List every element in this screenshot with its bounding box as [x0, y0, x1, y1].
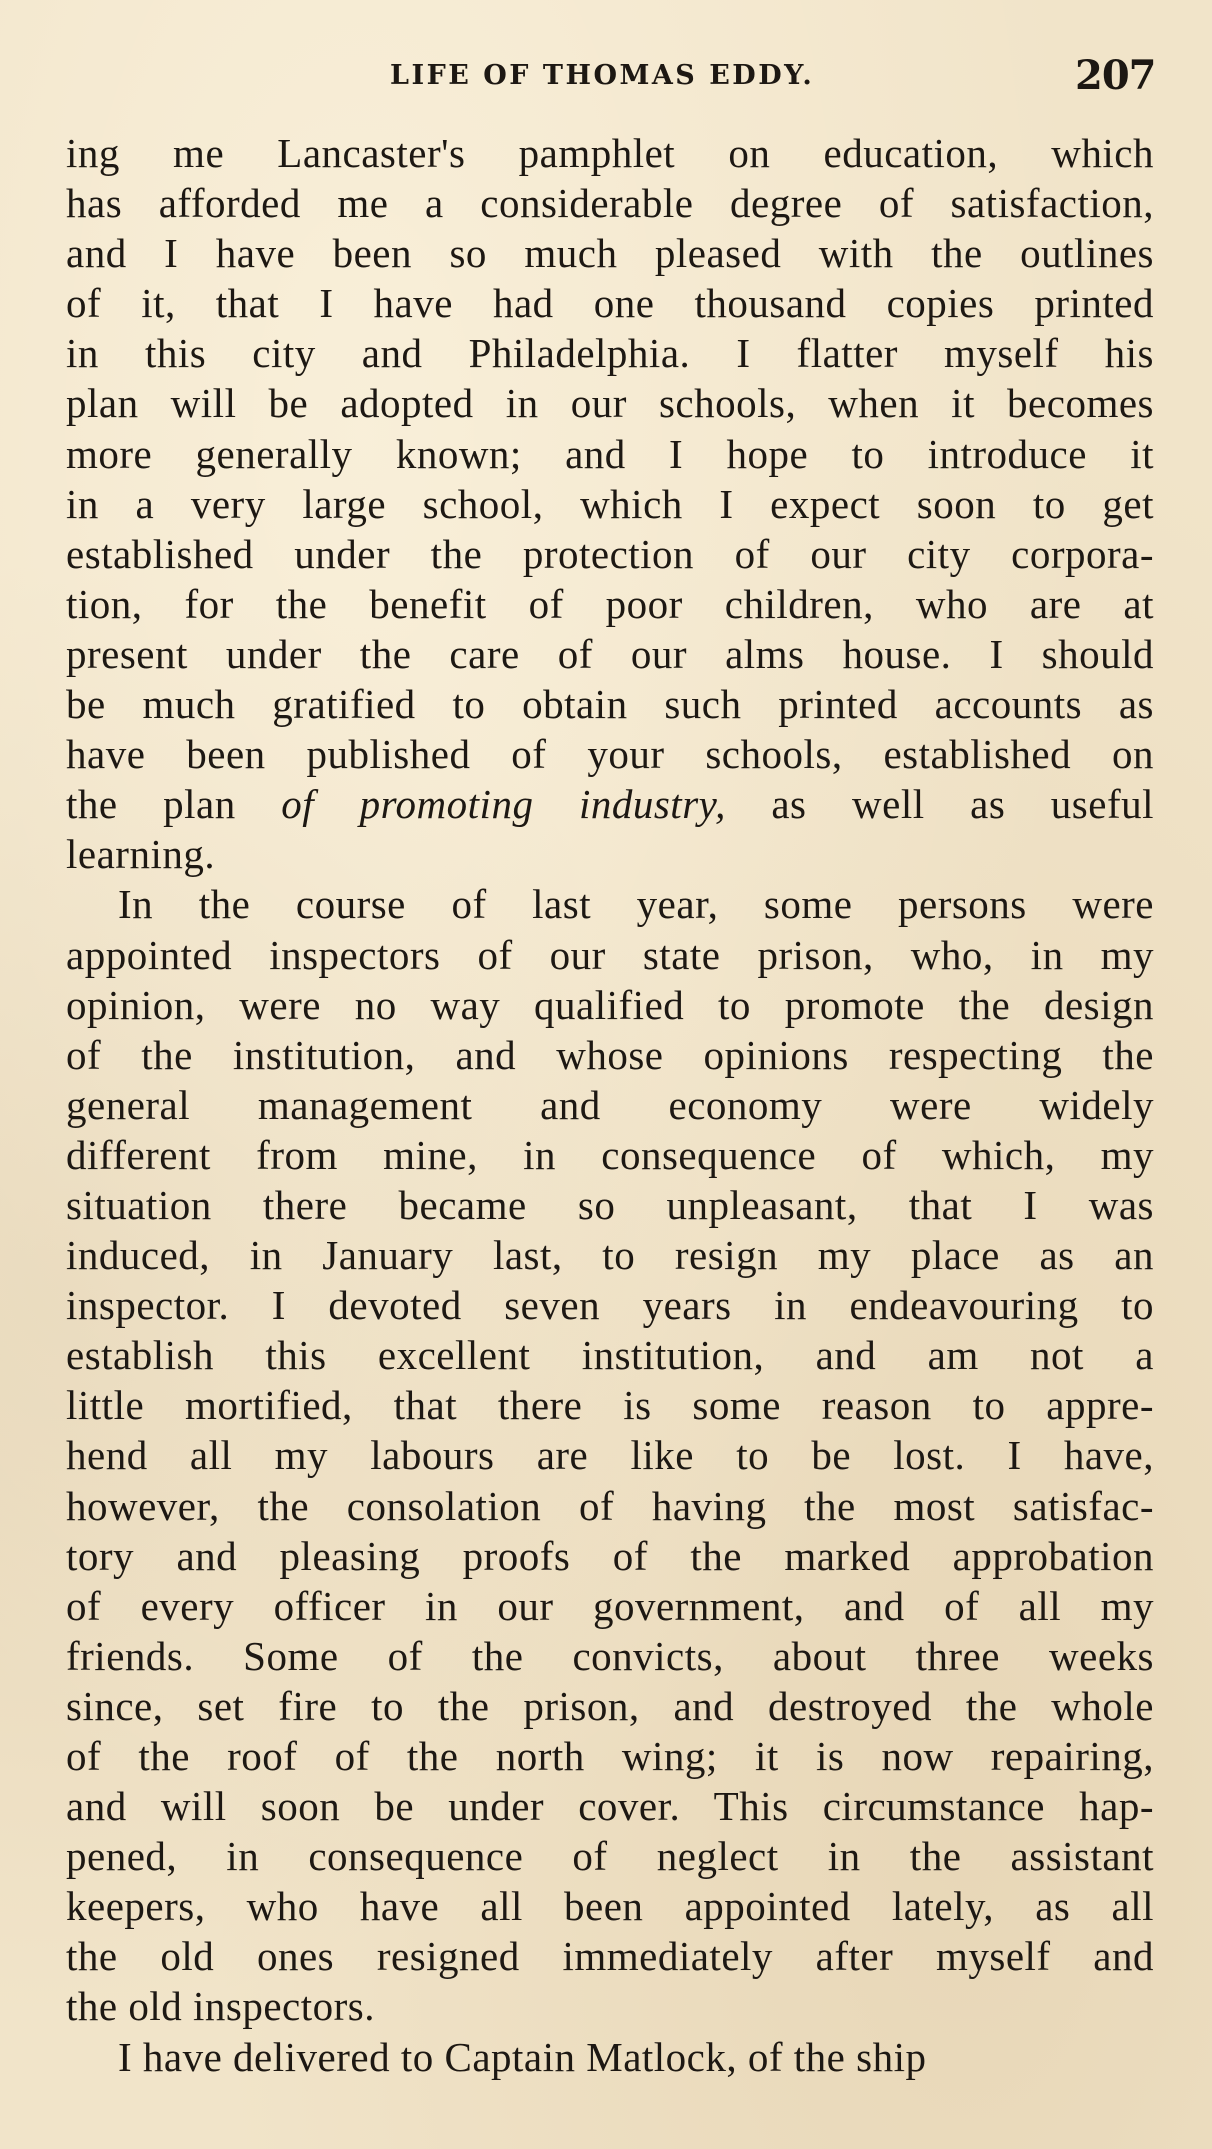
text-line: ing me Lancaster's pamphlet on education, which: [66, 130, 1154, 176]
text-line: tory and pleasing proofs of the marked approbation: [66, 1532, 1154, 1579]
text-line: has afforded me a considerable degree of satisfaction,: [66, 180, 1154, 227]
text-line: present under the care of our alms house. I should: [66, 630, 1154, 677]
text-fragment: the plan: [66, 781, 236, 828]
text-line: appointed inspectors of our state prison, who, in my: [66, 931, 1154, 978]
text-line: and I have been so much pleased with the outlines: [66, 230, 1154, 277]
text-line: be much gratified to obtain such printed accounts as: [66, 681, 1154, 728]
text-line: keepers, who have all been appointed lately, as all: [66, 1883, 1154, 1930]
text-line: induced, in January last, to resign my place as an: [66, 1232, 1154, 1279]
text-line: since, set fire to the prison, and destroyed the whole: [66, 1682, 1154, 1729]
body-text: [66, 128, 1154, 2082]
text-line: establish this excellent institution, and am not a: [66, 1332, 1154, 1379]
text-line: of it, that I have had one thousand copies printed: [66, 280, 1154, 327]
text-line: hend all my labours are like to be lost. I have,: [66, 1432, 1154, 1479]
running-head: [0, 52, 1212, 102]
text-line: of the roof of the north wing; it is now repairing,: [66, 1733, 1154, 1779]
text-line: little mortified, that there is some reason to appre-: [66, 1382, 1154, 1429]
running-title: LIFE OF THOMAS EDDY.: [390, 60, 815, 91]
text-line: general management and economy were widely: [66, 1081, 1154, 1128]
text-line: in this city and Philadelphia. I flatter myself his: [66, 330, 1154, 377]
page-number: 207: [1075, 52, 1156, 99]
paragraph-end-line: learning.: [66, 831, 216, 878]
paragraph-first-line: In the course of last year, some persons were: [118, 881, 1154, 928]
text-line: tion, for the benefit of poor children, who are at: [66, 580, 1154, 627]
text-line: situation there became so unpleasant, that I was: [66, 1181, 1154, 1228]
text-fragment: as well as useful: [771, 781, 1154, 828]
text-line-with-italic: [66, 779, 1154, 829]
text-line: more generally known; and I hope to introduce it: [66, 430, 1154, 477]
text-line: opinion, were no way qualified to promote the design: [66, 981, 1154, 1028]
text-line: the old ones resigned immediately after myself and: [66, 1933, 1154, 1980]
text-line: of the institution, and whose opinions respecting the: [66, 1031, 1154, 1078]
text-line: different from mine, in consequence of which, my: [66, 1131, 1154, 1178]
text-line: inspector. I devoted seven years in endeavouring to: [66, 1282, 1154, 1329]
text-line: pened, in consequence of neglect in the assistant: [66, 1833, 1154, 1880]
text-line: of every officer in our government, and of all my: [66, 1582, 1154, 1629]
text-line: have been published of your schools, established on: [66, 731, 1154, 778]
italic-phrase: of promoting industry,: [281, 781, 726, 828]
text-line: and will soon be under cover. This circumstance hap-: [66, 1783, 1154, 1830]
text-line: however, the consolation of having the most satisfac-: [66, 1482, 1154, 1529]
text-line: friends. Some of the convicts, about three weeks: [66, 1632, 1154, 1679]
text-line: plan will be adopted in our schools, when it becomes: [66, 380, 1154, 427]
paragraph-first-line: I have delivered to Captain Matlock, of the ship: [118, 2033, 927, 2080]
text-line: in a very large school, which I expect soon to get: [66, 480, 1154, 527]
paragraph-end-line: the old inspectors.: [66, 1983, 375, 2030]
text-line: established under the protection of our city corpora-: [66, 530, 1154, 577]
